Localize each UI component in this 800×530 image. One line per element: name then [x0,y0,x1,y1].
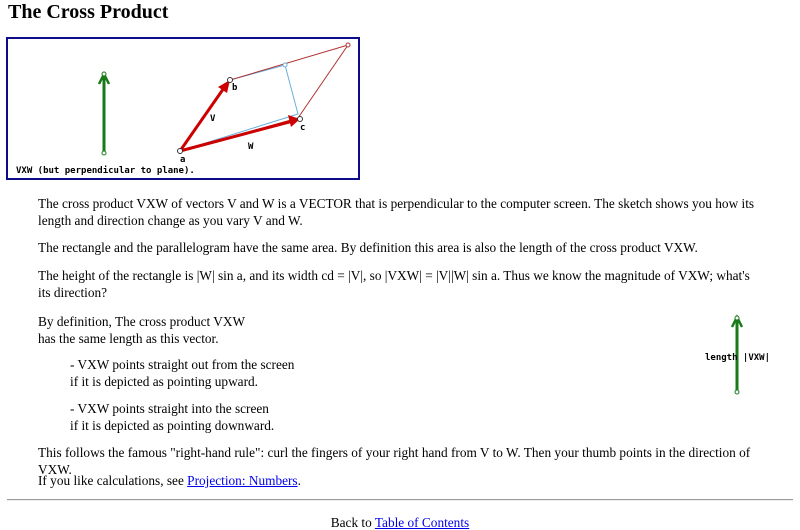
paragraph-magnitude: The height of the rectangle is |W| sin a, and its width cd = |V|, so |VXW| = |V||W| sin a. Thus we know the magnitude of VXW; what's its direction? [38,268,750,300]
point-c-label: c [300,123,306,133]
paragraph-intro: The cross product VXW of vectors V and W is a VECTOR that is perpendicular to the computer screen. The sketch shows you how its length and direction change as you vary V and W. [38,196,755,228]
footer-nav [0,515,800,530]
vector-w-label: W [248,142,254,152]
paragraph-definition [38,313,638,347]
figure-caption: VXW (but perpendicular to plane). [16,166,195,176]
downward-line-2: if it is depicted as pointing downward. [70,418,275,433]
calculations-suffix: . [297,473,301,488]
definition-line-2: has the same length as this vector. [38,331,219,346]
calculations-prefix: If you like calculations, see [38,473,188,488]
rect-corner-handle[interactable] [283,63,287,67]
paragraph-calculations [38,472,763,489]
footer-prefix: Back to [330,515,375,530]
projection-numbers-link[interactable]: Projection: Numbers [187,473,298,488]
paragraph-area: The rectangle and the parallelogram have the same area. By definition this area is also the length of the cross product VXW. [38,240,698,255]
point-c-handle[interactable] [298,117,303,122]
upward-line-2: if it is depicted as pointing upward. [70,374,258,389]
paragraph-right-hand-rule: This follows the famous "right-hand rule": curl the fingers of your right hand from V to W. Then your thumb points in the direction of VXW. [38,445,751,477]
definition-line-1: By definition, The cross product VXW [38,314,246,329]
vector-v-label: V [210,114,216,124]
parallelogram-corner-handle[interactable] [346,43,350,47]
point-b-handle[interactable] [228,78,233,83]
horizontal-divider [7,499,793,501]
downward-line-1: - VXW points straight into the screen [70,401,269,416]
vxw-arrow [99,72,109,155]
paragraph-upward [70,356,670,390]
cross-product-sketch[interactable] [8,39,358,178]
vector-w-arrow [180,115,300,151]
paragraph-downward [70,400,670,434]
vxw-length-label: length |VXW| [705,353,771,363]
point-b-label: b [232,83,238,93]
cross-product-applet[interactable] [6,37,360,180]
point-a-label: a [180,155,186,165]
parallelogram-shape [180,45,348,151]
point-a-handle[interactable] [178,149,183,154]
upward-line-1: - VXW points straight out from the screen [70,357,295,372]
vxw-length-figure [700,312,790,396]
table-of-contents-link[interactable]: Table of Contents [374,515,470,530]
page-title: The Cross Product [8,1,169,23]
rectangle-shape [180,65,298,151]
